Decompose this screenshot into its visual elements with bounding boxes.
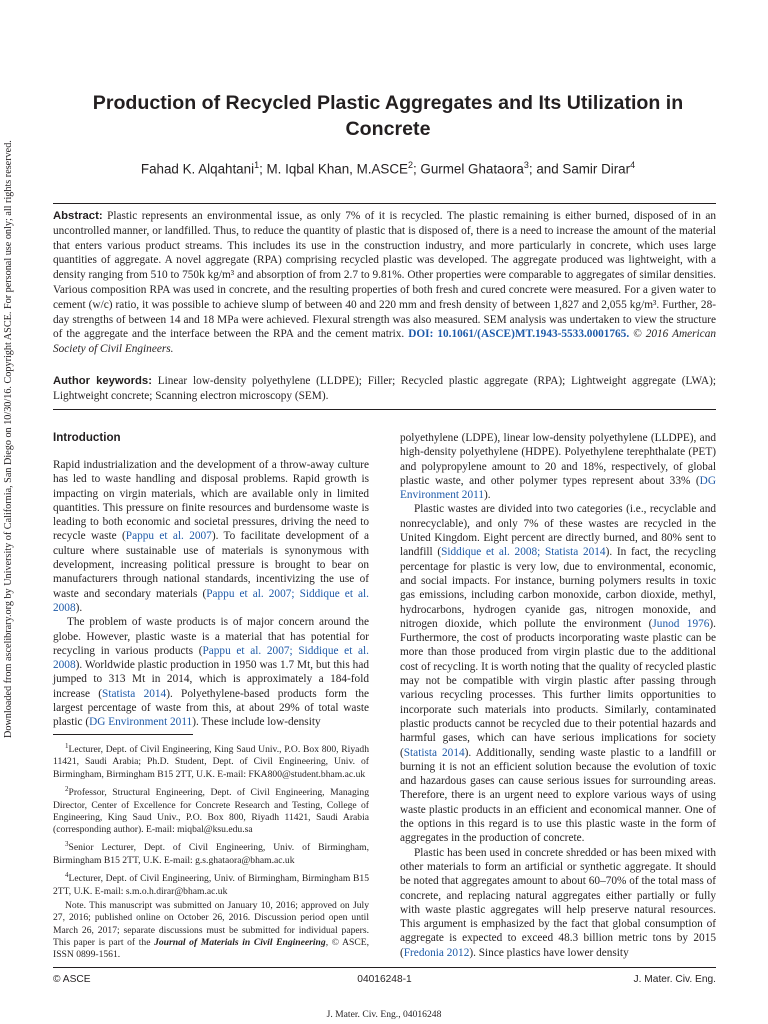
abstract [53, 209, 716, 357]
download-notice-text: Downloaded from ascelibrary.org by University of California, San Diego on 10/30/16. Copyright ASCE. For personal use only; all rights reserved. [3, 140, 14, 738]
citation-line: J. Mater. Civ. Eng., 04016248 [326, 1009, 442, 1020]
citation-link[interactable]: DG Environment 2011 [89, 716, 193, 729]
footnote: $^2$Professor, Structural Engineering, Dept. of Civil Engineering, Managing Director, Center of Excellence for Concrete Research and Testing, College of Engineering, King Saud Univ., P.O. Box 800, Riyadh 11421, Saudi Arabia (corresponding author). E-mail: miqbal@ksu.edu.sa [53, 785, 369, 836]
abstract-text: Plastic represents an environmental issue, as only 7% of it is recycled. The plastic remaining is either burned, disposed of in an uncontrolled manner, or landfilled. Thus, to reduce the quantity of plastic that is disposed of, there is a need to increase the amount of the material that enters various product streams. This includes its use in the construction industry, and more particularly in concrete, which uses large quantities of aggregate. A novel aggregate (RPA) comprising recycled plastic was developed. The aggregate produced was lightweight, with a density ranging from 510 to 750k kg/m³ and absorption of from 2.7 to 9.81%. Other properties were comparable to aggregates of similar densities. Various composition RPA was used in concrete, and the resulting properties of both fresh and cured concrete were measured. For a given water to cement (w/c) ratio, it was possible to achieve slump of between 40 and 220 mm and fresh density of between 1,827 and 2,055 kg/m³. Further, 28-day strengths of between 14 and 18 MPa were achieved. Flexural strength was also measured. SEM analysis was undertaken to view the structure of the aggregate and the interface between the RPA and the cement matrix. [53, 210, 717, 341]
footer-journal: J. Mater. Civ. Eng. [633, 974, 716, 985]
citation-link[interactable]: Statista 2014 [102, 687, 167, 700]
paragraph: polyethylene (LDPE), linear low-density polyethylene (LLDPE), and high-density polyethylene (HDPE). Polyethylene terephthalate (PET) and polypropylene amount to 20 and 18%, respectively, of global plastic waste, and other polymer types represent about 33% (DG Environment 2011). [400, 432, 716, 502]
author-affiliation-mark: 1 [254, 160, 260, 170]
author-affiliation-mark: 3 [523, 160, 529, 170]
left-column [53, 431, 369, 730]
footer-article-number: 04016248-1 [357, 974, 412, 985]
footer-publisher: © ASCE [53, 974, 91, 985]
citation-link[interactable]: Pappu et al. 2007; Siddique et al. 2008 [53, 587, 369, 614]
footer-rule [53, 967, 716, 968]
keywords-label: Author keywords: [53, 375, 152, 387]
footnote: $^1$Lecturer, Dept. of Civil Engineering, King Saud Univ., P.O. Box 800, Riyadh 11421, Saudi Arabia; Ph.D. Student, Dept. of Civil Engineering, Univ. of Birmingham, Birmingham B15 2TT, U.K. E-mail: FKA800@student.bham.ac.uk [53, 742, 369, 780]
paragraph: Plastic wastes are divided into two categories (i.e., recyclable and nonrecyclable), and only 7% of these wastes are recycled in the United Kingdom. Eight percent are directly burned, and 80% sent to landfill (Siddique et al. 2008; Statista 2014). In fact, the recycling percentage for plastic is very low, due to environmental, economic, and social impacts. For instance, burning polymers results in toxic gas emissions, including carbon monoxide, carbon dioxide, methyl, hydrocarbons, hydrogen cyanide gas, nitrogen monoxide, and nitrogen dioxide, which pollute the environment (Junod 1976). Furthermore, the cost of products incorporating waste plastic can be more than those produced from virgin plastic due to the additional cost of recycling. It is worth noting that the quality of recycled plastic may not be compatible with virgin plastic after passing through various recycling processes. This further limits opportunities to incorporate such materials into products. Similarly, contaminated plastic products cannot be recycled due to their potential hazards and harmful gases, which can have serious implications for society (Statista 2014). Additionally, sending waste plastic to a landfill or burning it is not an efficient solution because the evolution of toxic and hazardous gases can cause serious issues for surrounding areas. Therefore, there is an urgent need to explore various ways of using waste plastic products in an efficient and economical manner. One of the options in this regard is to use this plastic waste in the form of aggregates in the production of concrete. [400, 503, 716, 845]
citation-link[interactable]: Pappu et al. 2007 [125, 530, 212, 543]
paragraph: Rapid industrialization and the development of a throw-away culture has led to waste handling and disposal problems. Rapid growth is impacting on virgin materials, which are available only in limited quantities. This pressure on finite resources and burdensome waste is leading to both economic and societal pressures, driving the need to recycle waste (Pappu et al. 2007). To facilitate development of a culture where sustainable use of materials is synonymous with development, increasing political pressure is brought to bear on manufacturers through national standards, incentivizing the use of waste and secondary materials (Pappu et al. 2007; Siddique et al. 2008). [53, 459, 369, 614]
paper-title: Production of Recycled Plastic Aggregates and Its Utilization in Concrete [92, 92, 684, 140]
author-keywords [53, 374, 716, 404]
footnotes [53, 740, 369, 964]
citation-link[interactable]: Fredonia 2012 [403, 946, 470, 959]
abstract-top-rule [53, 203, 716, 204]
footnote-rule [53, 734, 193, 735]
page-footer [53, 974, 716, 988]
keywords-text: Linear low-density polyethylene (LLDPE); Filler; Recycled plastic aggregate (RPA); Lightweight aggregate (LWA); Lightweight concrete; Scanning electron microscopy (SEM). [53, 375, 716, 402]
author-affiliation-mark: 2 [407, 160, 413, 170]
author-name: Samir Dirar [562, 161, 631, 177]
copyright-text: © 2016 American Society of Civil Engineers. [53, 328, 717, 356]
journal-name: Journal of Materials in Civil Engineering [154, 936, 326, 948]
doi-link[interactable]: 10.1061/(ASCE)MT.1943-5533.0001765. [437, 328, 630, 341]
download-notice [3, 140, 15, 738]
author-affiliation-mark: 4 [630, 160, 636, 170]
author-name: Gurmel Ghataora [420, 161, 524, 177]
manuscript-note: Note. This manuscript was submitted on January 10, 2016; approved on July 27, 2016; published online on October 26, 2016. Discussion period open until March 26, 2017; separate discussions must be submitted for individual papers. This paper is part of the Journal of Materials in Civil Engineering, © ASCE, ISSN 0899-1561. [53, 900, 369, 961]
citation-link[interactable]: Statista 2014 [403, 746, 465, 759]
doi-label: DOI: [408, 328, 434, 341]
citation-link[interactable]: Pappu et al. 2007; Siddique et al. 2008 [53, 644, 369, 672]
paragraph: Plastic has been used in concrete shredded or has been mixed with other materials to form an artificial or synthetic aggregate. It should be noted that aggregates amount to about 60–70% of the total mass of concrete, and replacing natural aggregates either partially or fully with waste plastic aggregates will help preserve natural resources. This argument is emphasized by the fact that global consumption of aggregate is expected to exceed 48.3 billion metric tons by 2015 (Fredonia 2012). Since plastics have lower density [400, 846, 716, 959]
section-heading-introduction: Introduction [53, 431, 121, 444]
author-name: M. Iqbal Khan, M.ASCE [266, 161, 408, 177]
citation-link[interactable]: Junod 1976 [652, 617, 710, 630]
paragraph: The problem of waste products is of major concern around the globe. However, plastic waste is a material that has potential for recycling in various products (Pappu et al. 2007; Siddique et al. 2008). Worldwide plastic production in 1950 was 1.7 Mt, but this had jumped to 313 Mt in 2014, which is approximately a 184-fold increase (Statista 2014). Polyethylene-based products form the largest percentage of waste from this, at about 29% of total waste plastic (DG Environment 2011). These include low-density [53, 616, 370, 729]
footnote: $^4$Lecturer, Dept. of Civil Engineering, Univ. of Birmingham, Birmingham B15 2TT, U.K. E-mail: s.m.o.h.dirar@bham.ac.uk [53, 871, 369, 897]
citation-link[interactable]: DG Environment 2011 [400, 474, 716, 502]
abstract-label: Abstract: [53, 210, 103, 222]
author-name: Fahad K. Alqahtani [140, 161, 255, 177]
author-list: Fahad K. Alqahtani$^1$; M. Iqbal Khan, M.ASCE$^2$; Gurmel Ghataora$^3$; and Samir Dirar$^4$ [140, 160, 636, 177]
right-column [400, 431, 716, 960]
footnote: $^3$Senior Lecturer, Dept. of Civil Engineering, Univ. of Birmingham, Birmingham B15 2TT, U.K. E-mail: g.s.ghataora@bham.ac.uk [53, 840, 369, 866]
abstract-bottom-rule [53, 409, 716, 410]
citation-link[interactable]: Siddique et al. 2008; Statista 2014 [441, 546, 606, 559]
